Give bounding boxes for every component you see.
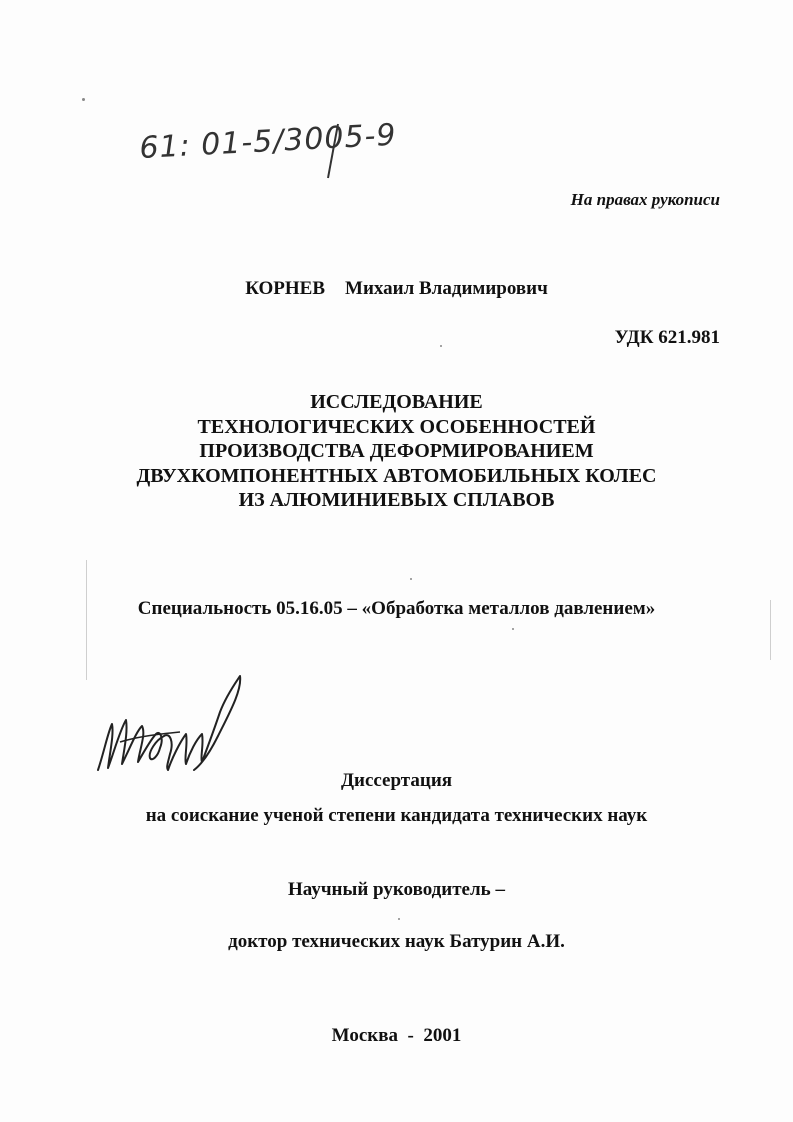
city-year: Москва - 2001	[331, 1025, 462, 1046]
author-surname: КОРНЕВ	[245, 278, 326, 299]
scan-speck	[410, 578, 412, 580]
degree-line: на соискание ученой степени кандидата технических наук	[145, 805, 648, 826]
supervisor-label: Научный руководитель –	[288, 879, 505, 900]
title-line: ПРОИЗВОДСТВА ДЕФОРМИРОВАНИЕМ	[199, 440, 594, 462]
scan-speck	[440, 345, 442, 347]
author-given-names: Михаил Владимирович	[345, 278, 548, 299]
title-line: ИССЛЕДОВАНИЕ	[310, 391, 483, 413]
dissertation-label: Диссертация	[340, 770, 453, 791]
scan-margin-line	[86, 560, 87, 680]
author-name	[0, 278, 793, 300]
scan-speck	[512, 628, 514, 630]
archive-code-handwritten	[138, 117, 520, 180]
title-line: ДВУХКОМПОНЕНТНЫХ АВТОМОБИЛЬНЫХ КОЛЕС	[136, 464, 657, 487]
scan-speck	[398, 918, 400, 920]
title-line: ТЕХНОЛОГИЧЕСКИХ ОСОБЕННОСТЕЙ	[197, 415, 596, 438]
supervisor-name: доктор технических наук Батурин А.И.	[228, 931, 565, 952]
scan-speck	[82, 98, 85, 101]
signature-image	[90, 672, 250, 782]
dissertation-title	[0, 390, 793, 513]
rights-note: На правах рукописи	[570, 190, 720, 209]
specialty: Специальность 05.16.05 – «Обработка металлов давлением»	[137, 598, 656, 619]
title-line: ИЗ АЛЮМИНИЕВЫХ СПЛАВОВ	[238, 489, 555, 511]
archive-code-text: 61: 01-5/3005-9	[138, 117, 398, 166]
udk-code: УДК 621.981	[614, 327, 720, 348]
